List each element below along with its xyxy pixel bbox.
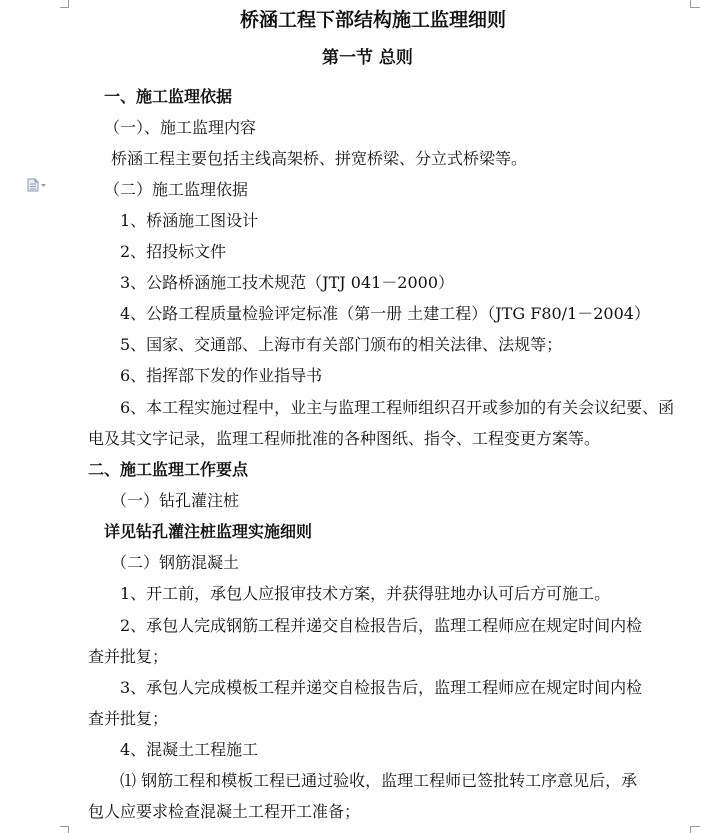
subsection-heading: （二）钢筋混凝土 xyxy=(111,553,240,572)
subsection-heading: （一）钻孔灌注桩 xyxy=(111,491,240,510)
margin-corner-mark xyxy=(690,826,700,827)
list-item: 2、招投标文件 xyxy=(120,242,227,261)
list-item: 1、开工前，承包人应报审技术方案，并获得驻地办认可后方可施工。 xyxy=(120,584,611,603)
section-heading: 二、施工监理工作要点 xyxy=(88,460,249,479)
paragraph-line: 详见钻孔灌注桩监理实施细则 xyxy=(104,522,313,541)
margin-corner-mark xyxy=(690,826,691,833)
paragraph-line: 电及其文字记录，监理工程师批准的各种图纸、指令、工程变更方案等。 xyxy=(88,429,601,448)
list-item: 1、桥涵施工图设计 xyxy=(120,211,259,230)
list-item: 3、公路桥涵施工技术规范（JTJ 041－2000） xyxy=(120,273,455,292)
margin-corner-mark xyxy=(690,7,700,8)
list-item: ⑴ 钢筋工程和模板工程已通过验收，监理工程师已签批转工序意见后，承 xyxy=(120,771,638,790)
paragraph-line: 查并批复； xyxy=(88,709,169,728)
paragraph-line: 包人应要求检查混凝土工程开工准备； xyxy=(88,802,361,821)
list-item: 4、公路工程质量检验评定标准（第一册 土建工程）（JTG F80/1－2004） xyxy=(120,304,650,323)
subsection-heading: （一）、施工监理内容 xyxy=(104,118,257,137)
document-page-icon[interactable] xyxy=(26,177,48,191)
margin-corner-mark xyxy=(60,7,69,8)
subsection-heading: （二）施工监理依据 xyxy=(104,180,249,199)
margin-corner-mark xyxy=(68,826,69,833)
paragraph-line: 桥涵工程主要包括主线高架桥、拼宽桥梁、分立式桥梁等。 xyxy=(111,149,528,168)
paragraph-line: 查并批复； xyxy=(88,647,169,666)
list-item: 4、混凝土工程施工 xyxy=(120,740,259,759)
chapter-heading: 第一节 总则 xyxy=(322,48,413,68)
list-item: 6、指挥部下发的作业指导书 xyxy=(120,366,323,385)
section-heading: 一、施工监理依据 xyxy=(104,87,233,106)
paragraph-line: 6、本工程实施过程中，业主与监理工程师组织召开或参加的有关会议纪要、函 xyxy=(120,398,675,417)
document-title: 桥涵工程下部结构施工监理细则 xyxy=(240,9,507,31)
list-item: 2、承包人完成钢筋工程并递交自检报告后，监理工程师应在规定时间内检 xyxy=(120,616,643,635)
list-item: 5、国家、交通部、上海市有关部门颁布的相关法律、法规等； xyxy=(120,335,563,354)
list-item: 3、承包人完成模板工程并递交自检报告后，监理工程师应在规定时间内检 xyxy=(120,678,643,697)
